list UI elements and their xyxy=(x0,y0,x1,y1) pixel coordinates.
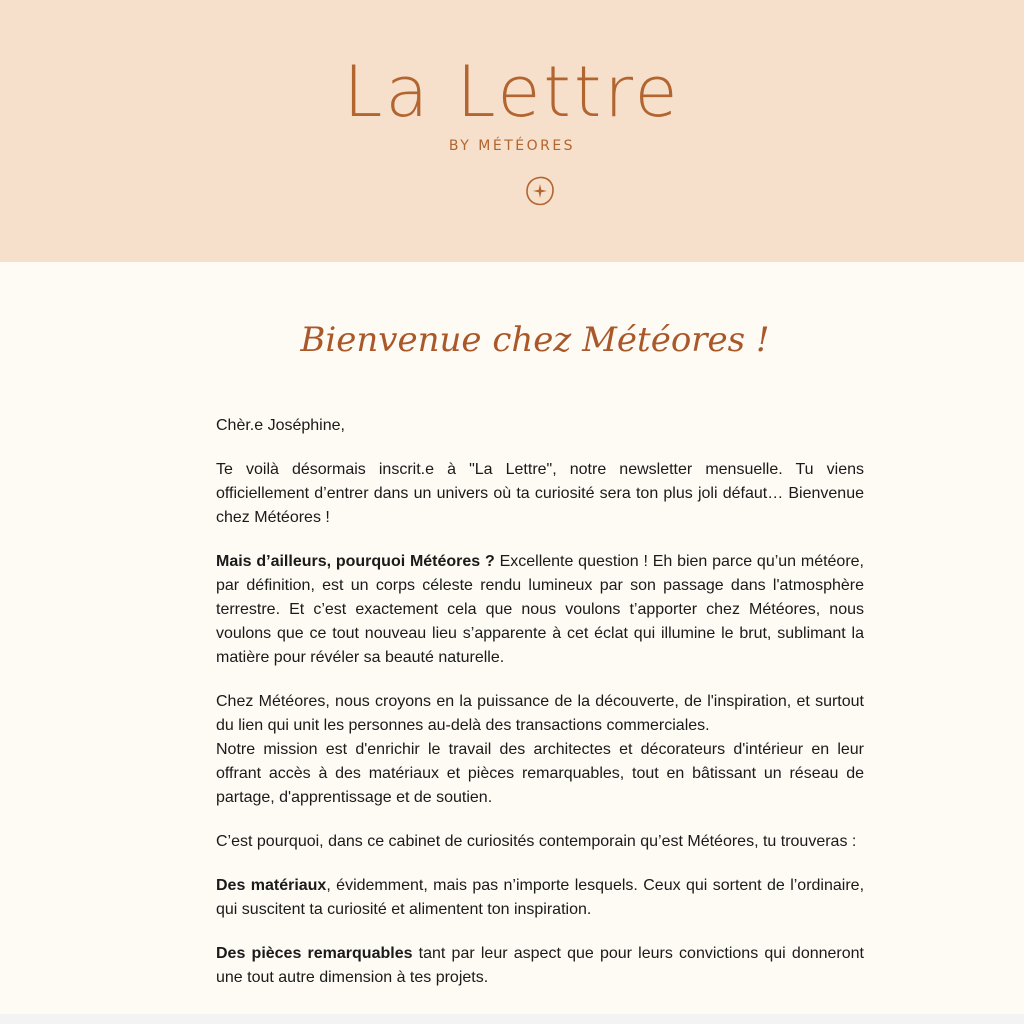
why-meteores-heading: Mais d’ailleurs, pourquoi Météores ? xyxy=(216,553,495,570)
welcome-title: Bienvenue chez Météores ! xyxy=(300,320,770,360)
materials-text: , évidemment, mais pas n’importe lesquels. Ceux qui sortent de l’ordinaire, qui suscitent ta curiosité et alimentent ton inspiration. xyxy=(216,877,865,918)
newsletter-header xyxy=(0,0,1024,262)
star-emblem-icon xyxy=(524,175,556,207)
materials-heading: Des matériaux xyxy=(216,877,327,894)
mission-paragraph xyxy=(216,690,864,810)
pieces-paragraph xyxy=(216,942,864,990)
newsletter-body xyxy=(216,414,864,1010)
materials-paragraph xyxy=(216,874,864,922)
brand-title: La Lettre xyxy=(343,51,681,133)
greeting: Chèr.e Joséphine, xyxy=(216,417,345,434)
bottom-edge xyxy=(0,1014,1024,1024)
belief-text: Chez Météores, nous croyons en la puissance de la découverte, de l'inspiration, et surtout du lien qui unit les personnes au-delà des transactions commerciales. xyxy=(216,693,864,734)
mission-text: Notre mission est d'enrichir le travail des architectes et décorateurs d'intérieur en leur offrant accès à des matériaux et pièces remarquables, tout en bâtissant un réseau de partage, d'apprentissage et de soutien. xyxy=(216,741,864,806)
offer-intro-paragraph: C’est pourquoi, dans ce cabinet de curiosités contemporain qu’est Météores, tu trouveras : xyxy=(216,833,857,850)
pieces-text: tant par leur aspect que pour leurs convictions qui donneront une tout autre dimension à tes projets. xyxy=(216,945,864,986)
pieces-heading: Des pièces remarquables xyxy=(216,945,413,962)
why-meteores-text: Excellente question ! Eh bien parce qu’un météore, par définition, est un corps céleste rendu lumineux par son passage dans l'atmosphère terrestre. Et c’est exactement cela que nous voulons t’apporter chez Météores, nous voulons que ce tout nouveau lieu s’apparente à cet éclat qui illumine le brut, sublimant la matière pour révéler sa beauté naturelle. xyxy=(216,553,865,666)
intro-paragraph: Te voilà désormais inscrit.e à "La Lettre", notre newsletter mensuelle. Tu viens officiellement d’entrer dans un univers où ta curiosité sera ton plus joli défaut… Bienvenue chez Météores ! xyxy=(216,461,864,526)
why-meteores-paragraph xyxy=(216,550,864,670)
brand-subtitle: BY MÉTÉORES xyxy=(448,138,576,154)
